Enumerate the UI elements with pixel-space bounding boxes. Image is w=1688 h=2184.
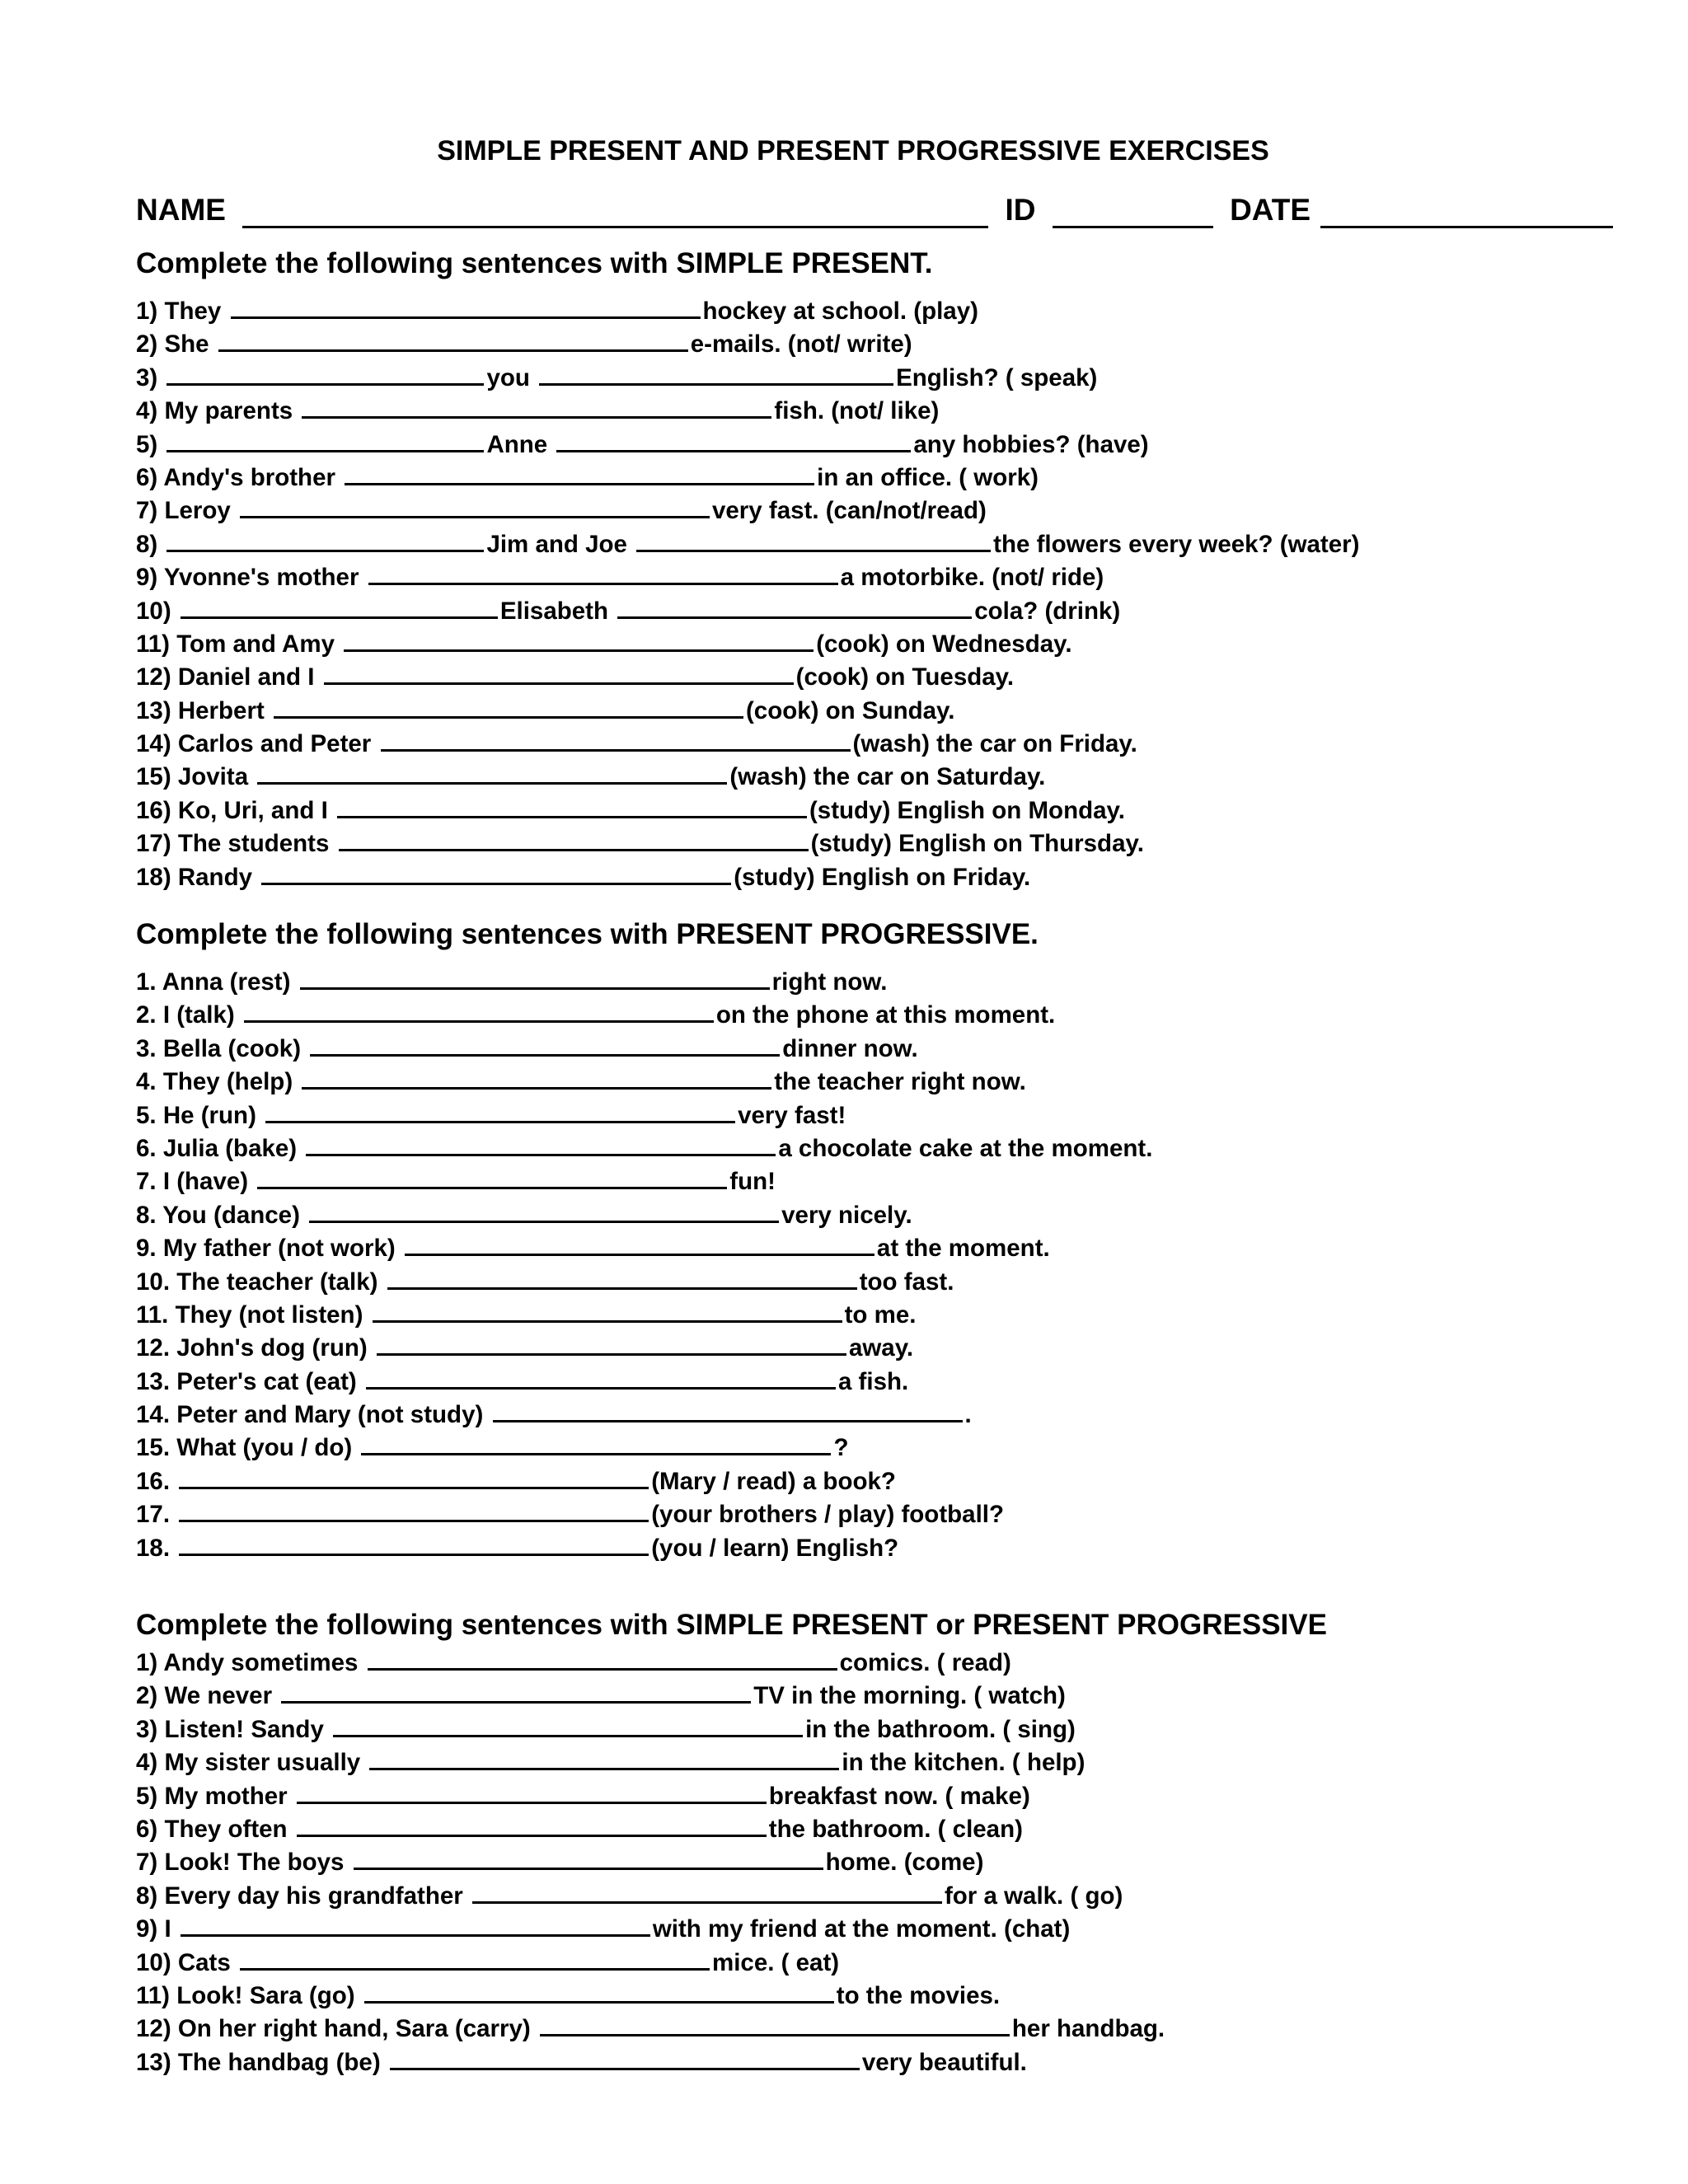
answer-blank[interactable] bbox=[405, 1229, 874, 1256]
sentence-start: On her right hand, Sara (carry) bbox=[177, 2015, 531, 2043]
item-number: 10) bbox=[136, 597, 171, 625]
item-number: 4. bbox=[136, 1068, 157, 1096]
item-number: 17) bbox=[136, 830, 171, 858]
item-number: 15) bbox=[136, 763, 171, 791]
item-number: 1. bbox=[136, 968, 157, 996]
sentence-end: right now. bbox=[771, 968, 888, 996]
exercise-item bbox=[136, 791, 1570, 824]
answer-blank[interactable] bbox=[302, 1062, 771, 1090]
item-number: 9) bbox=[136, 1915, 158, 1943]
sentence-start: Cats bbox=[177, 1948, 231, 1976]
answer-blank[interactable] bbox=[539, 359, 893, 386]
item-number: 1) bbox=[136, 1649, 158, 1676]
exercise-item bbox=[136, 963, 1570, 996]
sentence-start: They (help) bbox=[162, 1068, 293, 1096]
answer-blank[interactable] bbox=[390, 2043, 860, 2070]
sentence-start: You (dance) bbox=[162, 1201, 300, 1229]
item-number: 5. bbox=[136, 1101, 157, 1129]
exercise-item bbox=[136, 2009, 1570, 2042]
sentence-end: very fast. (can/not/read) bbox=[711, 497, 987, 525]
sentence-end: away. bbox=[848, 1334, 914, 1362]
sentence-start: I (talk) bbox=[162, 1001, 235, 1029]
exercise-item bbox=[136, 1162, 1570, 1195]
item-number: 2) bbox=[136, 1682, 158, 1710]
sentence-end: very beautiful. bbox=[861, 2048, 1027, 2076]
answer-blank[interactable] bbox=[556, 425, 911, 452]
sentence-start: Listen! Sandy bbox=[164, 1715, 324, 1743]
answer-blank[interactable] bbox=[373, 1296, 842, 1323]
exercise-item bbox=[136, 525, 1570, 558]
sentence-start: My parents bbox=[164, 397, 293, 425]
item-number: 11. bbox=[136, 1301, 169, 1329]
sentence-end: in the kitchen. ( help) bbox=[842, 1749, 1085, 1777]
answer-blank[interactable] bbox=[333, 1710, 803, 1737]
answer-blank[interactable] bbox=[265, 1096, 735, 1123]
exercise-item bbox=[136, 1395, 1570, 1428]
sentence-start: Randy bbox=[177, 863, 253, 891]
item-number: 5) bbox=[136, 430, 158, 458]
sentence-end: to me. bbox=[844, 1301, 917, 1329]
sentence-start: John's dog (run) bbox=[176, 1334, 368, 1362]
sentence-end: for a walk. ( go) bbox=[944, 1882, 1123, 1910]
sentence-start: Daniel and I bbox=[177, 663, 315, 691]
exercise-item bbox=[136, 724, 1570, 757]
exercise-item bbox=[136, 1976, 1570, 2009]
exercise-item bbox=[136, 1462, 1570, 1495]
sentence-end: a motorbike. (not/ ride) bbox=[840, 564, 1104, 592]
sentence-start: What (you / do) bbox=[176, 1434, 353, 1462]
sentence-start: Look! The boys bbox=[164, 1849, 345, 1877]
answer-blank[interactable] bbox=[364, 1976, 834, 2004]
sentence-end: on the phone at this moment. bbox=[715, 1001, 1056, 1029]
exercise-item bbox=[136, 1263, 1570, 1296]
exercise-item bbox=[136, 491, 1570, 524]
sentence-end: dinner now. bbox=[782, 1034, 918, 1062]
item-number: 7) bbox=[136, 1849, 158, 1877]
item-number: 2) bbox=[136, 330, 158, 359]
sentence-start: The handbag (be) bbox=[177, 2048, 381, 2076]
item-number: 6) bbox=[136, 463, 158, 491]
sentence-end: . bbox=[964, 1401, 972, 1429]
answer-blank[interactable] bbox=[339, 824, 809, 851]
answer-blank[interactable] bbox=[368, 558, 838, 585]
sentence-end: with my friend at the moment. (chat) bbox=[652, 1915, 1071, 1943]
answer-blank[interactable] bbox=[387, 1263, 857, 1290]
answer-blank[interactable] bbox=[179, 1462, 649, 1489]
sentence-end: mice. ( eat) bbox=[712, 1948, 840, 1976]
sentence-start: They (not listen) bbox=[175, 1301, 363, 1329]
item-number: 14) bbox=[136, 730, 171, 758]
exercise-item bbox=[136, 1029, 1570, 1062]
sentence-end: to the movies. bbox=[836, 1981, 1001, 2009]
answer-blank[interactable] bbox=[617, 592, 972, 619]
sentence-start: Anna (rest) bbox=[162, 968, 291, 996]
sentence-end: (Mary / read) a book? bbox=[651, 1467, 896, 1495]
answer-blank[interactable] bbox=[540, 2009, 1010, 2036]
sentence-start: Tom and Amy bbox=[176, 630, 335, 658]
sentence-start: Peter's cat (eat) bbox=[176, 1367, 357, 1395]
item-number: 13) bbox=[136, 696, 171, 724]
exercise-item bbox=[136, 1676, 1570, 1709]
exercise-item bbox=[136, 824, 1570, 857]
exercise-list bbox=[136, 1643, 1570, 2076]
sentence-subject: Anne bbox=[486, 430, 548, 458]
sentence-start: My mother bbox=[164, 1782, 288, 1810]
item-number: 3) bbox=[136, 363, 158, 391]
sentence-end: TV in the morning. ( watch) bbox=[753, 1682, 1066, 1710]
sentence-start: Andy sometimes bbox=[163, 1649, 359, 1676]
sentence-end: fun! bbox=[729, 1168, 776, 1196]
sentence-end: (wash) the car on Saturday. bbox=[729, 763, 1046, 791]
sentence-end: the flowers every week? (water) bbox=[993, 530, 1360, 558]
sentence-end: (cook) on Tuesday. bbox=[795, 663, 1015, 691]
item-number: 15. bbox=[136, 1434, 171, 1462]
sentence-end: (you / learn) English? bbox=[651, 1534, 899, 1562]
item-number: 12. bbox=[136, 1334, 171, 1362]
sentence-start: Julia (bake) bbox=[162, 1134, 298, 1162]
answer-blank[interactable] bbox=[636, 525, 991, 552]
answer-blank[interactable] bbox=[240, 1943, 710, 1971]
sentence-end: the teacher right now. bbox=[774, 1068, 1026, 1096]
answer-blank[interactable] bbox=[231, 292, 701, 319]
exercise-item bbox=[136, 625, 1570, 658]
answer-blank[interactable] bbox=[377, 1329, 846, 1356]
sentence-end: (study) English on Monday. bbox=[809, 796, 1125, 824]
item-number: 18) bbox=[136, 863, 171, 891]
sentence-subject: Jim and Joe bbox=[486, 530, 627, 558]
page-title: SIMPLE PRESENT AND PRESENT PROGRESSIVE EXERCISES bbox=[437, 135, 1269, 166]
answer-blank[interactable] bbox=[257, 1162, 727, 1189]
section-heading: Complete the following sentences with SIMPLE PRESENT or PRESENT PROGRESSIVE bbox=[136, 1609, 1327, 1641]
section-heading: Complete the following sentences with PRESENT PROGRESSIVE. bbox=[136, 918, 1039, 950]
answer-blank[interactable] bbox=[244, 996, 714, 1023]
sentence-end: in an office. ( work) bbox=[817, 463, 1039, 491]
sentence-end: (cook) on Wednesday. bbox=[816, 630, 1072, 658]
answer-blank[interactable] bbox=[297, 1777, 767, 1804]
item-number: 2. bbox=[136, 1001, 157, 1029]
exercise-item bbox=[136, 1062, 1570, 1095]
exercise-item bbox=[136, 691, 1570, 724]
item-number: 9. bbox=[136, 1235, 157, 1263]
item-number: 9) bbox=[136, 564, 158, 592]
item-number: 12) bbox=[136, 2015, 171, 2043]
sentence-start: Every day his grandfather bbox=[164, 1882, 463, 1910]
sentence-start: They often bbox=[164, 1815, 288, 1843]
sentence-end: breakfast now. ( make) bbox=[768, 1782, 1030, 1810]
sentence-start: Ko, Uri, and I bbox=[177, 796, 328, 824]
student-info-header bbox=[136, 192, 1570, 228]
exercise-item bbox=[136, 658, 1570, 691]
section-heading: Complete the following sentences with SIMPLE PRESENT. bbox=[136, 247, 933, 279]
exercise-item bbox=[136, 1428, 1570, 1461]
name-field[interactable] bbox=[242, 196, 988, 228]
exercise-item bbox=[136, 1529, 1570, 1562]
sentence-start: Herbert bbox=[177, 696, 265, 724]
answer-blank[interactable] bbox=[337, 791, 807, 818]
answer-blank[interactable] bbox=[179, 1529, 649, 1556]
exercise-item bbox=[136, 1710, 1570, 1743]
sentence-end: too fast. bbox=[859, 1268, 954, 1296]
sentence-end: in the bathroom. ( sing) bbox=[805, 1715, 1076, 1743]
item-number: 12) bbox=[136, 663, 171, 691]
exercise-item bbox=[136, 858, 1570, 891]
answer-blank[interactable] bbox=[300, 963, 770, 990]
sentence-end: (study) English on Thursday. bbox=[810, 830, 1144, 858]
sentence-end: e-mails. (not/ write) bbox=[690, 330, 912, 359]
exercise-item bbox=[136, 1296, 1570, 1329]
sentence-end: a fish. bbox=[837, 1367, 909, 1395]
sentence-end: hockey at school. (play) bbox=[702, 298, 978, 325]
answer-blank[interactable] bbox=[166, 525, 484, 552]
sentence-end: (cook) on Sunday. bbox=[745, 696, 955, 724]
answer-blank[interactable] bbox=[297, 1810, 767, 1837]
answer-blank[interactable] bbox=[309, 1196, 779, 1223]
sentence-end: her handbag. bbox=[1011, 2015, 1165, 2043]
item-number: 18. bbox=[136, 1534, 171, 1562]
item-number: 8. bbox=[136, 1201, 157, 1229]
item-number: 17. bbox=[136, 1501, 171, 1529]
sentence-start: My father (not work) bbox=[162, 1235, 396, 1263]
sentence-start: Andy's brother bbox=[163, 463, 335, 491]
exercise-item bbox=[136, 1096, 1570, 1129]
sentence-end: home. (come) bbox=[825, 1849, 984, 1877]
answer-blank[interactable] bbox=[257, 757, 727, 785]
exercise-item bbox=[136, 425, 1570, 458]
exercise-item bbox=[136, 1810, 1570, 1843]
answer-blank[interactable] bbox=[368, 1643, 837, 1671]
exercise-item bbox=[136, 1643, 1570, 1676]
sentence-end: (wash) the car on Friday. bbox=[852, 730, 1137, 758]
sentence-end: (your brothers / play) football? bbox=[651, 1501, 1004, 1529]
answer-blank[interactable] bbox=[366, 1362, 836, 1390]
exercise-item bbox=[136, 1495, 1570, 1528]
answer-blank[interactable] bbox=[281, 1676, 751, 1704]
answer-blank[interactable] bbox=[310, 1029, 780, 1057]
item-number: 5) bbox=[136, 1782, 158, 1810]
exercise-item bbox=[136, 325, 1570, 358]
sentence-start: They bbox=[164, 298, 222, 325]
sentence-start: The teacher (talk) bbox=[176, 1268, 378, 1296]
item-number: 10. bbox=[136, 1268, 171, 1296]
sentence-start: I (have) bbox=[162, 1168, 249, 1196]
id-label: ID bbox=[1005, 193, 1036, 227]
date-field[interactable] bbox=[1320, 196, 1613, 228]
sentence-end: at the moment. bbox=[876, 1235, 1050, 1263]
answer-blank[interactable] bbox=[179, 1495, 649, 1522]
sentence-start: Look! Sara (go) bbox=[176, 1981, 355, 2009]
answer-blank[interactable] bbox=[381, 724, 851, 752]
exercise-item bbox=[136, 2043, 1570, 2076]
sentence-end: very nicely. bbox=[781, 1201, 912, 1229]
item-number: 16. bbox=[136, 1467, 171, 1495]
item-number: 4) bbox=[136, 397, 158, 425]
sentence-start: Peter and Mary (not study) bbox=[176, 1401, 484, 1429]
exercise-item bbox=[136, 1196, 1570, 1229]
item-number: 13. bbox=[136, 1367, 171, 1395]
sentence-start: Leroy bbox=[164, 497, 231, 525]
item-number: 11) bbox=[136, 1981, 171, 2009]
sentence-end: any hobbies? (have) bbox=[913, 430, 1149, 458]
answer-blank[interactable] bbox=[344, 625, 814, 652]
item-number: 4) bbox=[136, 1749, 158, 1777]
sentence-start: Carlos and Peter bbox=[177, 730, 372, 758]
exercise-item bbox=[136, 1910, 1570, 1943]
exercise-item bbox=[136, 1229, 1570, 1262]
answer-blank[interactable] bbox=[166, 359, 484, 386]
answer-blank[interactable] bbox=[181, 1910, 650, 1937]
answer-blank[interactable] bbox=[306, 1129, 776, 1156]
sentence-start: Yvonne's mother bbox=[163, 564, 359, 592]
item-number: 6. bbox=[136, 1134, 157, 1162]
exercise-item bbox=[136, 757, 1570, 790]
answer-blank[interactable] bbox=[361, 1428, 831, 1455]
exercise-item bbox=[136, 391, 1570, 424]
exercise-list bbox=[136, 292, 1570, 891]
exercise-item bbox=[136, 1329, 1570, 1361]
item-number: 14. bbox=[136, 1401, 171, 1429]
item-number: 16) bbox=[136, 796, 171, 824]
answer-blank[interactable] bbox=[302, 391, 771, 419]
name-label: NAME bbox=[136, 193, 226, 227]
answer-blank[interactable] bbox=[166, 425, 484, 452]
answer-blank[interactable] bbox=[345, 458, 814, 485]
section-mixed-tenses bbox=[136, 1607, 1570, 2076]
id-field[interactable] bbox=[1053, 196, 1213, 228]
answer-blank[interactable] bbox=[181, 592, 498, 619]
item-number: 7. bbox=[136, 1168, 157, 1196]
sentence-start: Jovita bbox=[177, 763, 249, 791]
sentence-end: English? ( speak) bbox=[896, 363, 1098, 391]
item-number: 11) bbox=[136, 630, 171, 658]
date-label: DATE bbox=[1230, 193, 1311, 227]
item-number: 1) bbox=[136, 298, 158, 325]
item-number: 7) bbox=[136, 497, 158, 525]
exercise-item bbox=[136, 359, 1570, 391]
answer-blank[interactable] bbox=[324, 658, 794, 685]
item-number: 3) bbox=[136, 1715, 158, 1743]
item-number: 10) bbox=[136, 1948, 171, 1976]
answer-blank[interactable] bbox=[369, 1743, 839, 1770]
section-simple-present bbox=[136, 246, 1570, 891]
item-number: 3. bbox=[136, 1034, 157, 1062]
answer-blank[interactable] bbox=[493, 1395, 963, 1422]
sentence-start: She bbox=[164, 330, 209, 359]
exercise-item bbox=[136, 996, 1570, 1029]
answer-blank[interactable] bbox=[261, 858, 731, 885]
item-number: 8) bbox=[136, 530, 158, 558]
exercise-item bbox=[136, 292, 1570, 325]
answer-blank[interactable] bbox=[240, 491, 710, 518]
answer-blank[interactable] bbox=[472, 1877, 942, 1904]
sentence-start: I bbox=[164, 1915, 171, 1943]
sentence-end: ? bbox=[833, 1434, 849, 1462]
exercise-item bbox=[136, 1943, 1570, 1976]
exercise-item bbox=[136, 458, 1570, 491]
sentence-end: a chocolate cake at the moment. bbox=[778, 1134, 1153, 1162]
exercise-item bbox=[136, 558, 1570, 591]
exercise-item bbox=[136, 592, 1570, 625]
sentence-start: My sister usually bbox=[164, 1749, 361, 1777]
exercise-item bbox=[136, 1362, 1570, 1395]
exercise-item bbox=[136, 1777, 1570, 1810]
sentence-subject: you bbox=[486, 363, 530, 391]
item-number: 6) bbox=[136, 1815, 158, 1843]
answer-blank[interactable] bbox=[274, 691, 743, 719]
sentence-end: (study) English on Friday. bbox=[734, 863, 1031, 891]
item-number: 13) bbox=[136, 2048, 171, 2076]
exercise-item bbox=[136, 1843, 1570, 1876]
exercise-item bbox=[136, 1743, 1570, 1776]
exercise-item bbox=[136, 1877, 1570, 1910]
sentence-end: cola? (drink) bbox=[974, 597, 1121, 625]
sentence-end: comics. ( read) bbox=[839, 1649, 1011, 1676]
answer-blank[interactable] bbox=[218, 325, 688, 352]
sentence-end: very fast! bbox=[738, 1101, 846, 1129]
sentence-start: He (run) bbox=[162, 1101, 256, 1129]
sentence-end: fish. (not/ like) bbox=[774, 397, 940, 425]
section-present-progressive bbox=[136, 916, 1570, 1562]
sentence-subject: Elisabeth bbox=[499, 597, 608, 625]
answer-blank[interactable] bbox=[354, 1843, 823, 1870]
sentence-start: Bella (cook) bbox=[162, 1034, 302, 1062]
sentence-end: the bathroom. ( clean) bbox=[768, 1815, 1023, 1843]
exercise-item bbox=[136, 1129, 1570, 1162]
sentence-start: We never bbox=[164, 1682, 273, 1710]
item-number: 8) bbox=[136, 1882, 158, 1910]
sentence-start: The students bbox=[177, 830, 330, 858]
exercise-list bbox=[136, 963, 1570, 1562]
